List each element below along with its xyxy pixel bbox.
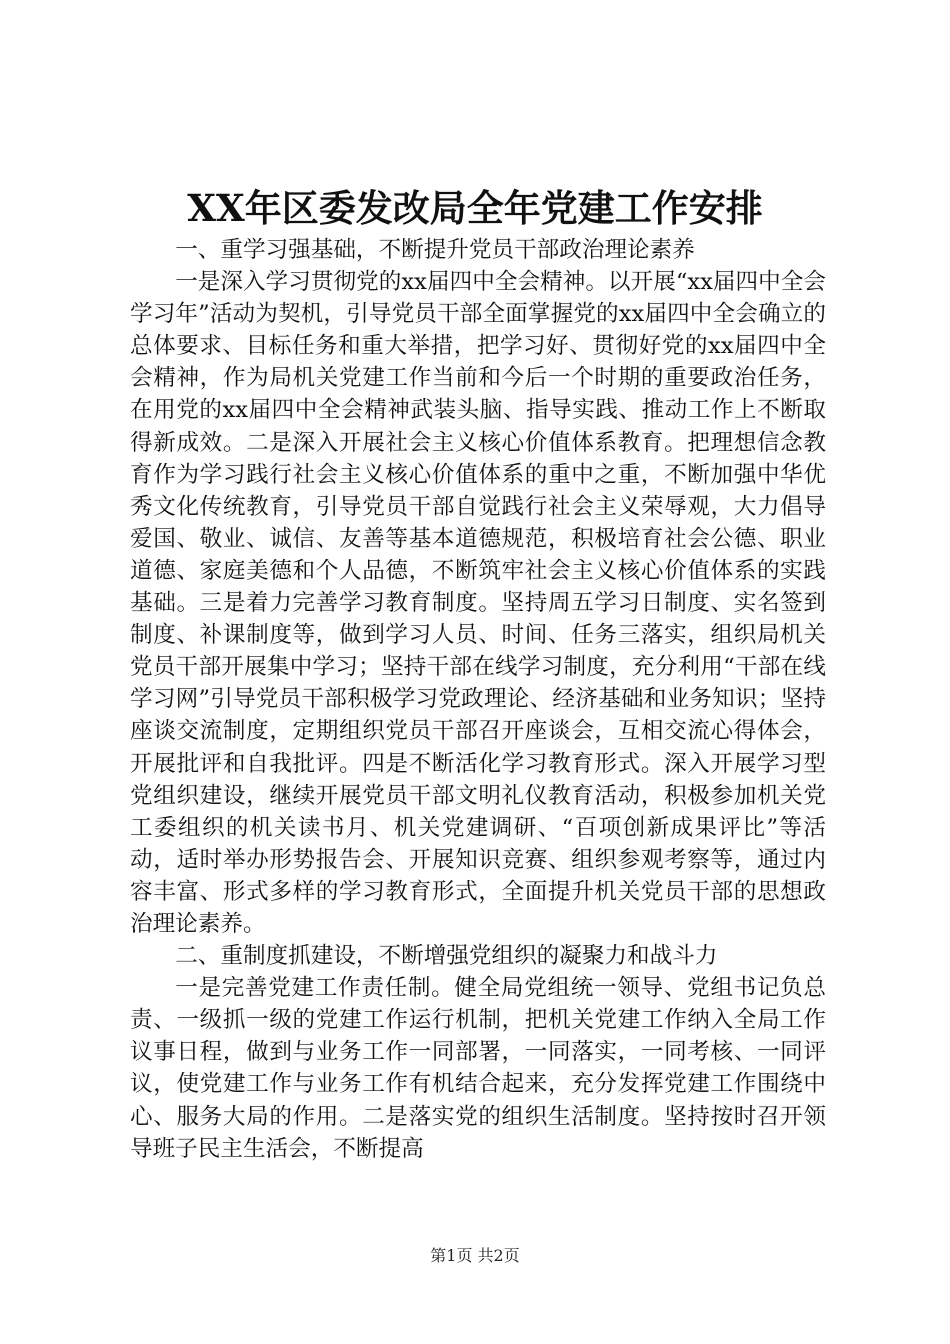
document-body	[130, 234, 826, 1165]
document-title: XX年区委发改局全年党建工作安排	[187, 186, 763, 230]
paragraph-1: 一是深入学习贯彻党的xx届四中全会精神。以开展“xx届四中全会学习年”活动为契机，引导党员干部全面掌握党的xx届四中全会确立的总体要求、目标任务和重大举措，把学习好、贯彻好党的xx届四中全会精神，作为局机关党建工作当前和今后一个时期的重要政治任务，在用党的xx届四中全会精神武装头脑、指导实践、推动工作上不断取得新成效。二是深入开展社会主义核心价值体系教育。把理想信念教育作为学习践行社会主义核心价值体系的重中之重，不断加强中华优秀文化传统教育，引导党员干部自觉践行社会主义荣辱观，大力倡导爱国、敬业、诚信、友善等基本道德规范，积极培育社会公德、职业道德、家庭美德和个人品德，不断筑牢社会主义核心价值体系的实践基础。三是着力完善学习教育制度。坚持周五学习日制度、实名签到制度、补课制度等，做到学习人员、时间、任务三落实，组织局机关党员干部开展集中学习；坚持干部在线学习制度，充分利用“干部在线学习网”引导党员干部积极学习党政理论、经济基础和业务知识；坚持座谈交流制度，定期组织党员干部召开座谈会，互相交流心得体会，开展批评和自我批评。四是不断活化学习教育形式。深入开展学习型党组织建设，继续开展党员干部文明礼仪教育活动，积极参加机关党工委组织的机关读书月、机关党建调研、“百项创新成果评比”等活动，适时举办形势报告会、开展知识竞赛、组织参观考察等，通过内容丰富、形式多样的学习教育形式，全面提升机关党员干部的思想政治理论素养。	[130, 269, 826, 937]
section-heading-2: 二、重制度抓建设，不断增强党组织的凝聚力和战斗力	[175, 943, 718, 970]
paragraph-2: 一是完善党建工作责任制。健全局党组统一领导、党组书记负总责、一级抓一级的党建工作运行机制，把机关党建工作纳入全局工作议事日程，做到与业务工作一同部署，一同落实，一同考核、一同评议，使党建工作与业务工作有机结合起来，充分发挥党建工作围绕中心、服务大局的作用。二是落实党的组织生活制度。坚持按时召开领导班子民主生活会，不断提高	[130, 975, 826, 1162]
page-footer: 第1页 共2页	[430, 1246, 520, 1265]
section-heading-1: 一、重学习强基础，不断提升党员干部政治理论素养	[175, 237, 695, 263]
